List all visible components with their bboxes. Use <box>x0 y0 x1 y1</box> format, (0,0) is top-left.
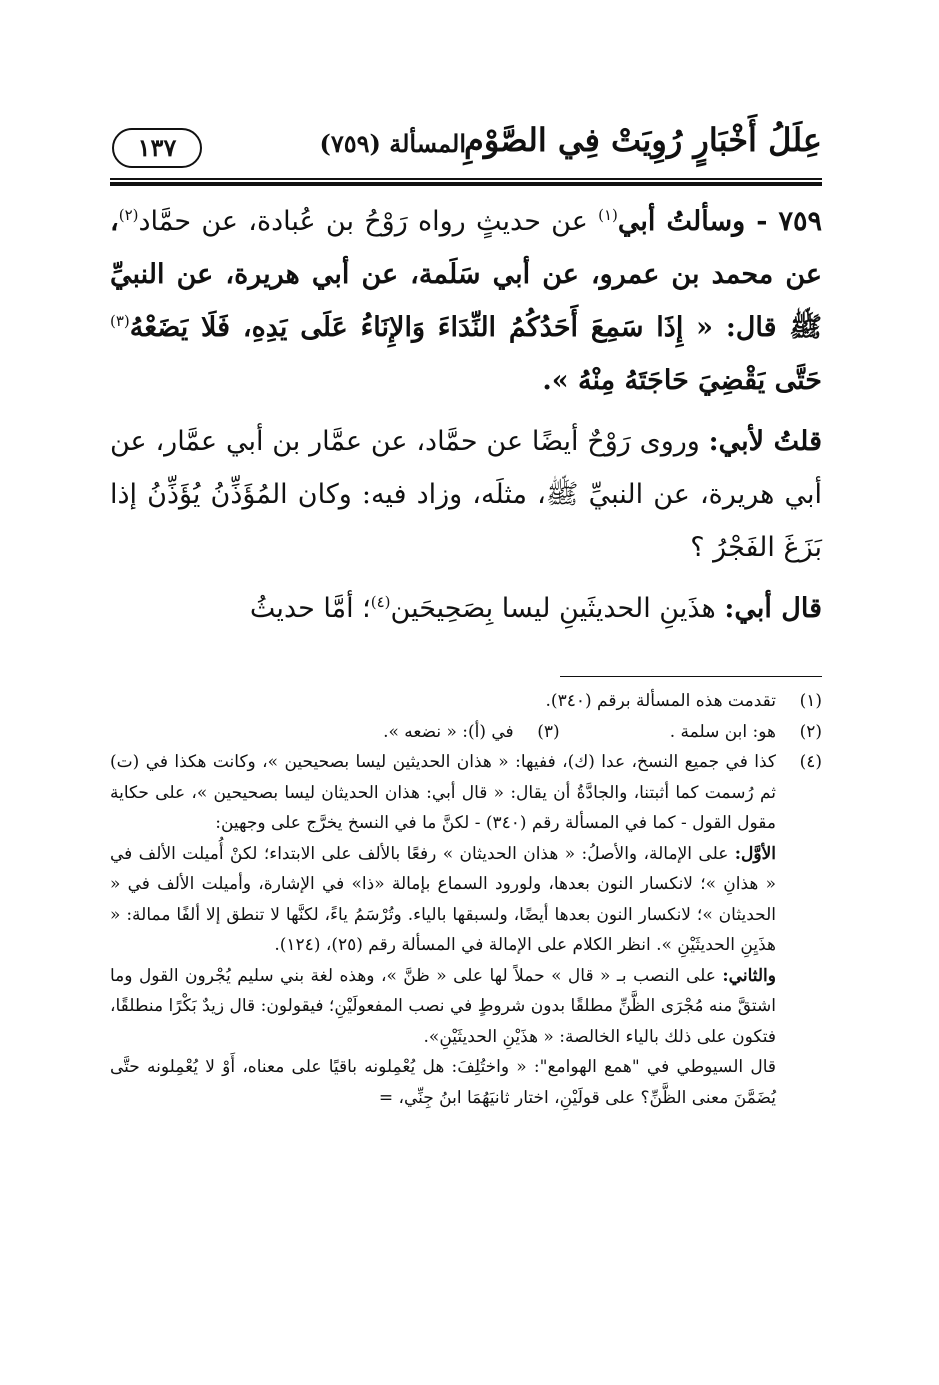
answer-text-end: ؛ أمَّا حديثُ <box>249 593 371 624</box>
footnote-ref: (١) <box>598 206 618 224</box>
page-header <box>110 118 822 180</box>
book-title: عِلَلُ أَخْبَارٍ رُوِيَتْ فِي الصَّوْمِ <box>464 121 822 159</box>
footnote-number: (٢) <box>799 721 822 742</box>
spacer <box>560 717 670 748</box>
footnote-4 <box>110 747 822 1113</box>
footnote-second-view <box>110 961 776 1053</box>
footnote-2-3 <box>110 717 822 748</box>
answer-lead: قال أبي: <box>724 593 822 624</box>
footnote-ref: (٤) <box>370 593 391 611</box>
footnote-1 <box>110 686 822 717</box>
question-lead: ٧٥٩ - وسألتُ أبي <box>617 206 823 237</box>
footnote-number: (٤) <box>799 752 822 772</box>
issue-label: المسألة (٧٥٩) <box>319 129 466 158</box>
paragraph-question <box>110 195 822 407</box>
footnote-ref: (٣) <box>110 312 130 330</box>
footnote-quote: قال السيوطي في "همع الهوامع": « واختُلِفَ: هل يُعْمِلونه باقيًا على معناه، أَوْ لا يُعْمِلونه حتَّى يُضَمَّنَ معنى الظَّنِّ؟ على قولَيْنِ، اختار ثانيَهُمَا ابنُ جِنِّي، = <box>110 1057 776 1108</box>
footnote-text: كذا في جميع النسخ، عدا (ك)، ففيها: « هذان الحديثين ليسا بصحيحين »، وكانت هكذا في (ت) ثم رُسمت كما أثبتنا، والجادَّةُ أن يقال: « قال أبي: هذان الحديثان ليسا بصحيحين »، على حكاية مقول القول - كما في المسألة رقم (٣٤٠) - لكنَّ ما في النسخ يخرَّج على وجهين: <box>110 752 776 833</box>
footnotes <box>110 686 822 1113</box>
question-text: عن حديثٍ رواه رَوْحُ بن عُبادة، عن حمَّاد <box>138 206 599 237</box>
hadith-text: ، عن محمد بن عمرو، عن أبي سَلَمة، عن أبي هريرة، عن النبيِّ ﷺ قال: « إِذَا سَمِعَ أَحَدُكُمُ النِّدَاءَ وَالإِنَاءُ عَلَى يَدِهِ، فَلَا يَضَعْهُ <box>110 206 822 343</box>
footnote-4-body <box>110 747 776 1113</box>
paragraph-answer <box>110 582 822 635</box>
footnote-text: تقدمت هذه المسألة برقم (٣٤٠). <box>545 691 776 711</box>
main-text <box>110 195 822 643</box>
footnote-text: هو: ابن سلمة . <box>669 721 776 742</box>
footnote-number: (١) <box>799 691 822 711</box>
footnote-number: (٣) <box>537 721 560 742</box>
second-view-text: على النصب بـ « قال » حملاً لها على « ظنَّ »، وهذه لغة بني سليم يُجْرون القول وما اشتقَّ منه مُجْرَى الظَّنِّ مطلقًا بدون شروطٍ في نصب المفعولَيْنِ؛ فيقولون: قال زيدٌ بَكْرًا منطلقًا، فتكون على ذلك بالياء الخالصة: « هذَيْنِ الحديثَيْنِ». <box>110 965 776 1047</box>
page-number: ١٣٧ <box>112 128 202 168</box>
first-view-label: الأوَّل: <box>734 843 776 864</box>
followup-lead: قلتُ لأبي: <box>708 426 822 457</box>
footnote-ref: (٢) <box>118 206 139 224</box>
second-view-label: والثاني: <box>722 965 776 986</box>
followup-text: وروى رَوْحٌ أيضًا عن حمَّاد، عن عمَّار بن أبي عمَّار، عن أبي هريرة، عن النبيِّ ﷺ، مثلَه، وزاد فيه: وكان المُؤَذِّنُ يُؤَذِّنُ إذا بَزَغَ الفَجْرُ ؟ <box>110 426 822 563</box>
footnote-first-view <box>110 839 776 961</box>
header-rule-thin <box>110 178 822 180</box>
hadith-text-end: حَتَّى يَقْضِيَ حَاجَتَهُ مِنْهُ ». <box>542 365 822 396</box>
footnote-text: في (أ): « نضعه ». <box>383 721 514 742</box>
answer-text: هذَينِ الحديثَينِ ليسا بِصَحِيحَين <box>390 593 725 624</box>
footnote-separator <box>560 676 822 677</box>
paragraph-followup <box>110 415 822 574</box>
header-rule-thick <box>110 182 822 186</box>
first-view-text: على الإمالة، والأصلُ: « هذان الحديثان » رفعًا بالألف على الابتداء؛ لكنْ أُميلت الألف في « هذانِ »؛ لانكسار النون بعدها، ولورود السماع بإمالة «ذا» في الإشارة، وأميلت الألف في « الحديثان »؛ لانكسار النون بعدها أيضًا، ولسبقها بالياء. وتُرْسَمُ ياءً، لكنَّها لا تنطق إلا ألفًا ممالة: « هذَيِنِ الحديثَيْنِ ». انظر الكلام على الإمالة في المسألة رقم (٢٥)، (١٢٤). <box>110 843 776 955</box>
